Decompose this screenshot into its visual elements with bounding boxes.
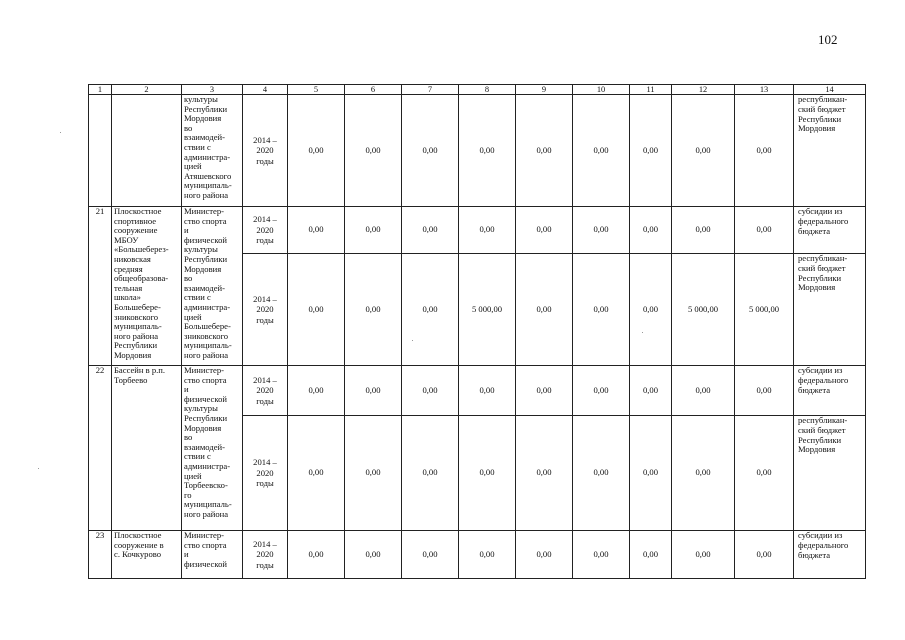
value-cell: 0,00: [459, 416, 516, 531]
value-cell: 0,00: [630, 95, 672, 207]
value-cell: 0,00: [288, 531, 345, 579]
value-cell: 5 000,00: [672, 254, 735, 366]
value-cell: 0,00: [672, 416, 735, 531]
scan-speck: [60, 132, 61, 133]
value-cell: 0,00: [516, 95, 573, 207]
value-cell: 0,00: [345, 254, 402, 366]
value-cell: 0,00: [516, 207, 573, 254]
funding-source-cell: субсидии из федерального бюджета: [794, 207, 866, 254]
value-cell: 0,00: [672, 531, 735, 579]
executor-cell: культуры Республики Мордовия во взаимодей- ствии с администра- цией Атяшевского муниципаль- ного района: [182, 95, 243, 207]
scan-speck: [642, 332, 643, 333]
scan-speck: [38, 468, 39, 469]
value-cell: 0,00: [288, 254, 345, 366]
value-cell: 0,00: [459, 95, 516, 207]
header-cell: 8: [459, 85, 516, 95]
funding-source-cell: субсидии из федерального бюджета: [794, 531, 866, 579]
table-row: [89, 207, 866, 254]
value-cell: 0,00: [573, 416, 630, 531]
budget-table: [88, 84, 866, 579]
table-row: [89, 531, 866, 579]
value-cell: 0,00: [516, 366, 573, 416]
page-number: 102: [818, 32, 838, 47]
value-cell: 0,00: [459, 207, 516, 254]
scan-speck: [412, 340, 413, 341]
value-cell: 0,00: [288, 207, 345, 254]
header-cell: 6: [345, 85, 402, 95]
header-cell: 10: [573, 85, 630, 95]
value-cell: 5 000,00: [459, 254, 516, 366]
value-cell: 0,00: [573, 207, 630, 254]
value-cell: 0,00: [630, 254, 672, 366]
value-cell: 0,00: [630, 366, 672, 416]
executor-cell: Министер- ство спорта и физической культуры Республики Мордовия во взаимодей- ствии с администра- цией Большебере- зниковского муниципаль- ного района: [182, 207, 243, 366]
executor-cell: Министер- ство спорта и физической: [182, 531, 243, 579]
value-cell: 0,00: [573, 95, 630, 207]
row-number-cell: 22: [89, 366, 112, 531]
value-cell: 0,00: [402, 95, 459, 207]
value-cell: 0,00: [735, 207, 794, 254]
value-cell: 0,00: [345, 95, 402, 207]
header-row: [89, 85, 866, 95]
value-cell: 5 000,00: [735, 254, 794, 366]
header-cell: 12: [672, 85, 735, 95]
value-cell: 0,00: [402, 366, 459, 416]
value-cell: 0,00: [630, 207, 672, 254]
years-cell: 2014 – 2020 годы: [243, 531, 288, 579]
header-cell: 4: [243, 85, 288, 95]
value-cell: 0,00: [402, 254, 459, 366]
row-number-cell: [89, 95, 112, 207]
value-cell: 0,00: [573, 254, 630, 366]
value-cell: 0,00: [516, 416, 573, 531]
years-cell: 2014 – 2020 годы: [243, 207, 288, 254]
header-cell: 1: [89, 85, 112, 95]
value-cell: 0,00: [459, 366, 516, 416]
value-cell: 0,00: [735, 416, 794, 531]
funding-source-cell: субсидии из федерального бюджета: [794, 366, 866, 416]
header-cell: 3: [182, 85, 243, 95]
years-cell: 2014 – 2020 годы: [243, 254, 288, 366]
funding-source-cell: республикан- ский бюджет Республики Мордовия: [794, 95, 866, 207]
header-cell: 11: [630, 85, 672, 95]
header-cell: 14: [794, 85, 866, 95]
funding-source-cell: республикан- ский бюджет Республики Мордовия: [794, 416, 866, 531]
value-cell: 0,00: [516, 531, 573, 579]
object-name-cell: Плоскостное сооружение в с. Кочкурово: [112, 531, 182, 579]
value-cell: 0,00: [672, 207, 735, 254]
header-cell: 7: [402, 85, 459, 95]
value-cell: 0,00: [402, 531, 459, 579]
value-cell: 0,00: [630, 531, 672, 579]
value-cell: 0,00: [735, 531, 794, 579]
value-cell: 0,00: [573, 531, 630, 579]
value-cell: 0,00: [516, 254, 573, 366]
header-cell: 5: [288, 85, 345, 95]
value-cell: 0,00: [288, 95, 345, 207]
table-row: [89, 95, 866, 207]
header-cell: 13: [735, 85, 794, 95]
value-cell: 0,00: [672, 95, 735, 207]
years-cell: 2014 – 2020 годы: [243, 95, 288, 207]
header-cell: 2: [112, 85, 182, 95]
value-cell: 0,00: [459, 531, 516, 579]
value-cell: 0,00: [630, 416, 672, 531]
value-cell: 0,00: [345, 416, 402, 531]
value-cell: 0,00: [345, 531, 402, 579]
value-cell: 0,00: [735, 95, 794, 207]
row-number-cell: 21: [89, 207, 112, 366]
value-cell: 0,00: [402, 416, 459, 531]
object-name-cell: Бассейн в р.п. Торбеево: [112, 366, 182, 531]
value-cell: 0,00: [288, 366, 345, 416]
years-cell: 2014 – 2020 годы: [243, 416, 288, 531]
executor-cell: Министер- ство спорта и физической культуры Республики Мордовия во взаимодей- ствии с администра- цией Торбеевско- го муниципаль- ного района: [182, 366, 243, 531]
value-cell: 0,00: [402, 207, 459, 254]
funding-source-cell: республикан- ский бюджет Республики Мордовия: [794, 254, 866, 366]
value-cell: 0,00: [345, 207, 402, 254]
object-name-cell: Плоскостное спортивное сооружение МБОУ «Большеберез- никовская средняя общеобразова- тельная школа» Большебере- зниковского муниципаль- ного района Республики Мордовия: [112, 207, 182, 366]
value-cell: 0,00: [288, 416, 345, 531]
years-cell: 2014 – 2020 годы: [243, 366, 288, 416]
value-cell: 0,00: [735, 366, 794, 416]
table-row: [89, 366, 866, 416]
row-number-cell: 23: [89, 531, 112, 579]
object-name-cell: [112, 95, 182, 207]
header-cell: 9: [516, 85, 573, 95]
value-cell: 0,00: [573, 366, 630, 416]
value-cell: 0,00: [672, 366, 735, 416]
value-cell: 0,00: [345, 366, 402, 416]
